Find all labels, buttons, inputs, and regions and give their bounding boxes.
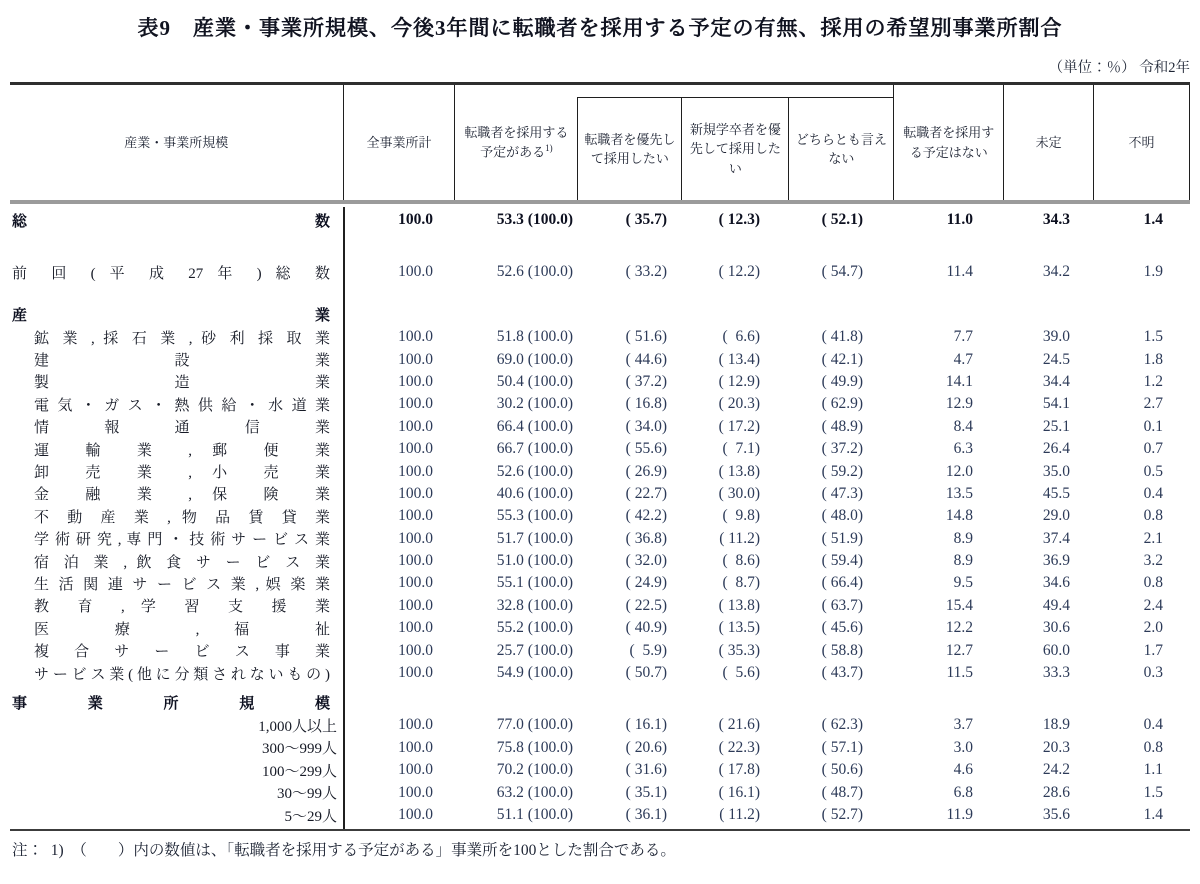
value-cell: 12.2 xyxy=(945,619,973,637)
table-row xyxy=(10,505,1190,527)
value-cell: ( 26.9) xyxy=(625,462,667,480)
column-header-unknown xyxy=(1093,85,1190,200)
value-cell: ( 31.6) xyxy=(625,761,667,779)
value-cell: ( 8.6) xyxy=(722,552,760,570)
value-cell: 1.5 xyxy=(1143,328,1163,346)
table-title: 表9 産業・事業所規模、今後3年間に転職者を採用する予定の有無、採用の希望別事業所割合 xyxy=(137,16,1063,40)
value-cell: 100.0 xyxy=(398,507,433,525)
value-cell: 60.0 xyxy=(1042,641,1070,659)
table-row xyxy=(10,572,1190,594)
row-label: 学 術 研 究 , 専 門 ・ 技 術 サ ー ビ ス 業 xyxy=(34,532,330,549)
value-cell: 34.3 xyxy=(1042,211,1070,228)
value-cell: 4.6 xyxy=(953,761,973,779)
table-row xyxy=(10,639,1190,661)
column-header-label: 産業・事業所規模 xyxy=(124,134,229,150)
row-label: 産 業 xyxy=(12,307,330,324)
row-label: 100～299人 xyxy=(261,763,337,780)
value-cell: 100.0 xyxy=(398,417,433,435)
value-cell: 100.0 xyxy=(398,596,433,614)
row-label: 運 輸 業 , 郵 便 業 xyxy=(34,442,330,459)
column-header-undecided xyxy=(1003,85,1093,200)
value-cell: ( 16.1) xyxy=(625,716,667,734)
row-label: 建 設 業 xyxy=(34,353,330,370)
table-row xyxy=(10,781,1190,803)
value-cell: 3.7 xyxy=(953,716,973,734)
column-header-prefer-midcareer xyxy=(578,98,681,200)
value-cell: ( 59.4) xyxy=(821,552,863,570)
row-label: 教 育 , 学 習 支 援 業 xyxy=(34,599,330,616)
value-cell: 0.4 xyxy=(1143,716,1163,734)
value-cell: 69.0 (100.0) xyxy=(496,350,573,368)
footnote-marker: 1) xyxy=(545,143,553,154)
value-cell: ( 13.4) xyxy=(718,350,760,368)
value-cell: 1.4 xyxy=(1143,806,1163,823)
value-cell: ( 44.6) xyxy=(625,350,667,368)
value-cell: ( 48.0) xyxy=(821,507,863,525)
value-cell: 100.0 xyxy=(398,761,433,779)
row-label: 複 合 サ ー ビ ス 事 業 xyxy=(34,644,330,661)
value-cell: ( 43.7) xyxy=(821,664,863,682)
value-cell: 66.7 (100.0) xyxy=(496,440,573,458)
table-row xyxy=(10,714,1190,736)
value-cell: 100.0 xyxy=(398,738,433,756)
value-cell: 1.7 xyxy=(1143,641,1163,659)
value-cell: ( 59.2) xyxy=(821,462,863,480)
value-cell: 8.9 xyxy=(953,529,973,547)
value-cell: ( 48.9) xyxy=(821,417,863,435)
value-cell: 0.1 xyxy=(1143,417,1163,435)
value-cell: 0.3 xyxy=(1143,664,1163,682)
value-cell: ( 35.3) xyxy=(718,641,760,659)
value-cell: 34.2 xyxy=(1042,263,1070,280)
row-label: 生 活 関 連 サ ー ビ ス 業 , 娯 楽 業 xyxy=(34,576,330,593)
value-cell: 52.6 (100.0) xyxy=(496,462,573,480)
value-cell: 39.0 xyxy=(1042,328,1070,346)
value-cell: 18.9 xyxy=(1042,716,1070,734)
value-cell: 0.4 xyxy=(1143,484,1163,502)
value-cell: ( 42.1) xyxy=(821,350,863,368)
value-cell: 2.4 xyxy=(1143,596,1163,614)
value-cell: 13.5 xyxy=(945,484,973,502)
value-cell: 8.9 xyxy=(953,552,973,570)
value-cell: ( 11.2) xyxy=(719,806,760,823)
row-label: 30～99人 xyxy=(276,786,337,803)
value-cell: 100.0 xyxy=(398,619,433,637)
value-cell: ( 51.6) xyxy=(625,328,667,346)
value-cell: 54.9 (100.0) xyxy=(496,664,573,682)
value-cell: 9.5 xyxy=(953,574,973,592)
value-cell: ( 49.9) xyxy=(821,372,863,390)
value-cell: 53.3 (100.0) xyxy=(496,211,573,228)
value-cell: 29.0 xyxy=(1042,507,1070,525)
value-cell: 75.8 (100.0) xyxy=(496,738,573,756)
statistics-table xyxy=(10,82,1190,831)
value-cell: 51.7 (100.0) xyxy=(496,529,573,547)
value-cell: 51.8 (100.0) xyxy=(496,328,573,346)
value-cell: ( 35.1) xyxy=(625,783,667,801)
value-cell: 12.9 xyxy=(945,395,973,413)
row-label: 電 気 ・ ガ ス ・ 熱 供 給 ・ 水 道 業 xyxy=(34,397,330,414)
total-row xyxy=(10,207,1190,233)
value-cell: 6.8 xyxy=(953,783,973,801)
row-label: 5～29人 xyxy=(284,808,337,825)
table-row xyxy=(10,416,1190,438)
value-cell: 40.6 (100.0) xyxy=(496,484,573,502)
value-cell: 25.7 (100.0) xyxy=(496,641,573,659)
value-cell: 36.9 xyxy=(1042,552,1070,570)
row-label: 医 療 , 福 祉 xyxy=(34,621,330,638)
table-row xyxy=(10,438,1190,460)
value-cell: 49.4 xyxy=(1042,596,1070,614)
value-cell: 100.0 xyxy=(398,552,433,570)
column-divider-line xyxy=(343,207,345,829)
column-header-label: 全事業所計 xyxy=(366,134,432,150)
value-cell: 1.2 xyxy=(1143,372,1163,390)
value-cell: ( 22.5) xyxy=(625,596,667,614)
table-row xyxy=(10,662,1190,684)
value-cell: ( 62.3) xyxy=(821,716,863,734)
value-cell: ( 12.2) xyxy=(718,263,760,280)
table-row xyxy=(10,393,1190,415)
value-cell: 6.3 xyxy=(953,440,973,458)
row-label: サ ー ビ ス 業 ( 他 に 分 類 さ れ な い も の ) xyxy=(34,666,330,683)
column-header-label: 未定 xyxy=(1035,134,1062,150)
value-cell: ( 7.1) xyxy=(722,440,760,458)
value-cell: 35.6 xyxy=(1042,806,1070,823)
row-label: 金 融 業 , 保 険 業 xyxy=(34,487,330,504)
value-cell: 0.8 xyxy=(1143,507,1163,525)
value-cell: ( 66.4) xyxy=(821,574,863,592)
value-cell: 55.1 (100.0) xyxy=(496,574,573,592)
value-cell: ( 5.9) xyxy=(629,641,667,659)
value-cell: 100.0 xyxy=(398,372,433,390)
value-cell: ( 20.3) xyxy=(718,395,760,413)
value-cell: 2.1 xyxy=(1143,529,1163,547)
value-cell: 24.5 xyxy=(1042,350,1070,368)
table-body xyxy=(10,207,1190,831)
value-cell: 63.2 (100.0) xyxy=(496,783,573,801)
section-header-row xyxy=(10,690,1190,714)
value-cell: 100.0 xyxy=(398,529,433,547)
value-cell: ( 37.2) xyxy=(821,440,863,458)
value-cell: ( 48.7) xyxy=(821,783,863,801)
value-cell: ( 54.7) xyxy=(821,263,863,280)
value-cell: 52.6 (100.0) xyxy=(496,263,573,280)
value-cell: ( 17.2) xyxy=(718,417,760,435)
column-header-label: 転職者を優先して採用したい xyxy=(584,131,676,166)
table-row xyxy=(10,550,1190,572)
value-cell: 100.0 xyxy=(398,328,433,346)
value-cell: ( 8.7) xyxy=(722,574,760,592)
value-cell: 100.0 xyxy=(398,263,433,280)
value-cell: 100.0 xyxy=(398,716,433,734)
value-cell: 30.6 xyxy=(1042,619,1070,637)
value-cell: ( 22.7) xyxy=(625,484,667,502)
value-cell: 70.2 (100.0) xyxy=(496,761,573,779)
column-header-prefer-newgrad xyxy=(681,98,788,200)
value-cell: 35.0 xyxy=(1042,462,1070,480)
value-cell: ( 13.8) xyxy=(718,596,760,614)
value-cell: 0.5 xyxy=(1143,462,1163,480)
column-header-label: どちらとも言えない xyxy=(795,131,887,166)
table-row xyxy=(10,326,1190,348)
value-cell: 45.5 xyxy=(1042,484,1070,502)
value-cell: 3.0 xyxy=(953,738,973,756)
value-cell: 11.0 xyxy=(946,211,973,228)
table-row xyxy=(10,528,1190,550)
value-cell: 2.7 xyxy=(1143,395,1163,413)
value-cell: ( 37.2) xyxy=(625,372,667,390)
value-cell: 1.4 xyxy=(1143,211,1163,228)
value-cell: ( 45.6) xyxy=(821,619,863,637)
value-cell: ( 9.8) xyxy=(722,507,760,525)
value-cell: ( 17.8) xyxy=(718,761,760,779)
value-cell: 4.7 xyxy=(953,350,973,368)
value-cell: 34.4 xyxy=(1042,372,1070,390)
value-cell: 11.9 xyxy=(946,806,973,823)
value-cell: ( 42.2) xyxy=(625,507,667,525)
value-cell: 15.4 xyxy=(945,596,973,614)
value-cell: 100.0 xyxy=(398,350,433,368)
value-cell: ( 30.0) xyxy=(718,484,760,502)
column-header-industry-size xyxy=(10,85,343,200)
value-cell: 100.0 xyxy=(398,641,433,659)
footnote: 注： 1) （ ）内の数値は、「転職者を採用する予定がある」事業所を100とした割合である。 xyxy=(12,842,676,859)
value-cell: 1.9 xyxy=(1143,263,1163,280)
value-cell: 12.0 xyxy=(945,462,973,480)
value-cell: ( 40.9) xyxy=(625,619,667,637)
value-cell: ( 21.6) xyxy=(718,716,760,734)
table-header xyxy=(10,82,1190,204)
value-cell: 8.4 xyxy=(953,417,973,435)
value-cell: ( 5.6) xyxy=(722,664,760,682)
row-label: 1,000人以上 xyxy=(258,718,337,735)
value-cell: ( 20.6) xyxy=(625,738,667,756)
value-cell: 100.0 xyxy=(398,484,433,502)
value-cell: 77.0 (100.0) xyxy=(496,716,573,734)
row-label: 事 業 所 規 模 xyxy=(12,695,330,712)
value-cell: ( 62.9) xyxy=(821,395,863,413)
value-cell: 100.0 xyxy=(398,806,433,823)
value-cell: ( 51.9) xyxy=(821,529,863,547)
plan-to-hire-subcolumns xyxy=(577,97,893,200)
column-header-label: 転職者を採用する予定がある$^{1)}$ xyxy=(464,124,569,160)
value-cell: 0.8 xyxy=(1143,574,1163,592)
value-cell: ( 47.3) xyxy=(821,484,863,502)
value-cell: ( 50.7) xyxy=(625,664,667,682)
value-cell: 25.1 xyxy=(1042,417,1070,435)
row-label: 卸 売 業 , 小 売 業 xyxy=(34,465,330,482)
row-label: 鉱 業 , 採 石 業 , 砂 利 採 取 業 xyxy=(34,330,330,347)
row-label: 製 造 業 xyxy=(34,375,330,392)
value-cell: 11.5 xyxy=(946,664,973,682)
value-cell: ( 12.3) xyxy=(718,211,760,228)
value-cell: 100.0 xyxy=(398,574,433,592)
value-cell: 28.6 xyxy=(1042,783,1070,801)
value-cell: 7.7 xyxy=(953,328,973,346)
row-label: 情 報 通 信 業 xyxy=(34,420,330,437)
value-cell: ( 58.8) xyxy=(821,641,863,659)
value-cell: ( 32.0) xyxy=(625,552,667,570)
row-label: 宿 泊 業 , 飲 食 サ ー ビ ス 業 xyxy=(34,554,330,571)
column-header-plan-to-hire xyxy=(454,85,577,200)
value-cell: 24.2 xyxy=(1042,761,1070,779)
value-cell: ( 52.7) xyxy=(821,806,863,823)
value-cell: 20.3 xyxy=(1042,738,1070,756)
value-cell: 11.4 xyxy=(946,263,973,280)
value-cell: 100.0 xyxy=(398,664,433,682)
value-cell: 32.8 (100.0) xyxy=(496,596,573,614)
value-cell: 100.0 xyxy=(398,462,433,480)
value-cell: ( 22.3) xyxy=(718,738,760,756)
column-header-no-plan xyxy=(893,85,1003,200)
value-cell: ( 34.0) xyxy=(625,417,667,435)
unit-note: （単位：％） 令和2年 xyxy=(1048,60,1190,76)
value-cell: 66.4 (100.0) xyxy=(496,417,573,435)
value-cell: ( 13.8) xyxy=(718,462,760,480)
value-cell: ( 33.2) xyxy=(625,263,667,280)
value-cell: 33.3 xyxy=(1042,664,1070,682)
table-row xyxy=(10,460,1190,482)
value-cell: ( 16.8) xyxy=(625,395,667,413)
column-header-all-establishments xyxy=(343,85,455,200)
value-cell: 14.8 xyxy=(945,507,973,525)
value-cell: 1.8 xyxy=(1143,350,1163,368)
value-cell: ( 12.9) xyxy=(718,372,760,390)
value-cell: ( 57.1) xyxy=(821,738,863,756)
value-cell: 1.1 xyxy=(1143,761,1163,779)
column-header-either xyxy=(788,98,893,200)
value-cell: ( 36.8) xyxy=(625,529,667,547)
value-cell: ( 24.9) xyxy=(625,574,667,592)
value-cell: 0.8 xyxy=(1143,738,1163,756)
row-label: 300～999人 xyxy=(261,741,337,758)
row-label: 不 動 産 業 , 物 品 賃 貸 業 xyxy=(34,509,330,526)
value-cell: 51.1 (100.0) xyxy=(496,806,573,823)
column-header-label: 新規学卒者を優先して採用したい xyxy=(689,121,781,176)
table-row xyxy=(10,371,1190,393)
table-row xyxy=(10,483,1190,505)
value-cell: 100.0 xyxy=(398,783,433,801)
value-cell: 55.2 (100.0) xyxy=(496,619,573,637)
value-cell: 37.4 xyxy=(1042,529,1070,547)
section-header-row xyxy=(10,302,1190,326)
table-row xyxy=(10,617,1190,639)
value-cell: 3.2 xyxy=(1143,552,1163,570)
row-label: 総 数 xyxy=(12,213,330,230)
table-row xyxy=(10,759,1190,781)
value-cell: 26.4 xyxy=(1042,440,1070,458)
table-row xyxy=(10,737,1190,759)
table-row xyxy=(10,804,1190,826)
value-cell: ( 11.2) xyxy=(719,529,760,547)
value-cell: ( 35.7) xyxy=(625,211,667,228)
value-cell: 0.7 xyxy=(1143,440,1163,458)
value-cell: 14.1 xyxy=(945,372,973,390)
value-cell: ( 41.8) xyxy=(821,328,863,346)
value-cell: ( 55.6) xyxy=(625,440,667,458)
table-row xyxy=(10,348,1190,370)
value-cell: 51.0 (100.0) xyxy=(496,552,573,570)
value-cell: ( 16.1) xyxy=(718,783,760,801)
value-cell: 34.6 xyxy=(1042,574,1070,592)
value-cell: 2.0 xyxy=(1143,619,1163,637)
value-cell: ( 50.6) xyxy=(821,761,863,779)
table-row xyxy=(10,260,1190,284)
value-cell: ( 52.1) xyxy=(821,211,863,228)
table-row xyxy=(10,595,1190,617)
value-cell: 12.7 xyxy=(945,641,973,659)
value-cell: 100.0 xyxy=(398,395,433,413)
row-label: 前 回 ( 平 成 27 年 ) 総 数 xyxy=(12,265,330,282)
column-header-label: 不明 xyxy=(1128,134,1155,150)
value-cell: ( 63.7) xyxy=(821,596,863,614)
value-cell: 55.3 (100.0) xyxy=(496,507,573,525)
value-cell: 100.0 xyxy=(398,440,433,458)
value-cell: 50.4 (100.0) xyxy=(496,372,573,390)
value-cell: ( 36.1) xyxy=(625,806,667,823)
column-header-label: 転職者を採用する予定はない xyxy=(903,125,995,160)
value-cell: ( 6.6) xyxy=(722,328,760,346)
value-cell: ( 13.5) xyxy=(718,619,760,637)
value-cell: 54.1 xyxy=(1042,395,1070,413)
value-cell: 100.0 xyxy=(398,211,433,228)
value-cell: 30.2 (100.0) xyxy=(496,395,573,413)
value-cell: 1.5 xyxy=(1143,783,1163,801)
